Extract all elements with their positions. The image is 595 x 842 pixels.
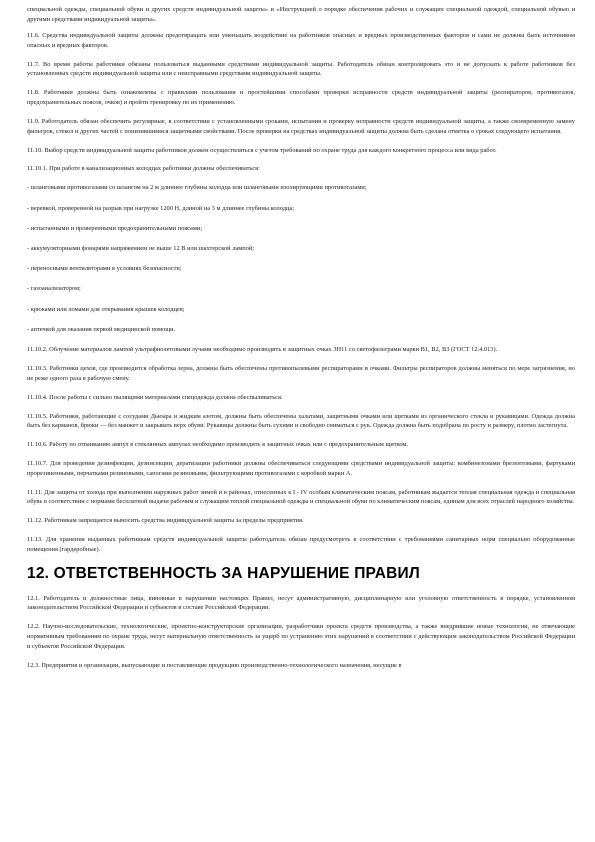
paragraph-11-8: 11.8. Работники должны быть ознакомлены с правилами пользования и простейшими способами проверки исправности средств индивидуальной защиты (респираторов, противогазов, предохранительных поясов, очков) и пройти тренировку по их применению. <box>27 89 575 106</box>
paragraph-11-10-1: 11.10.1. При работе в канализационных колодцах работники должны обеспечиваться: <box>27 165 260 173</box>
list-item: - испытанными и проверенными предохранительными поясами; <box>27 224 203 232</box>
paragraph-continuation: специальной одежды, специальной обуви и других средств индивидуальной защиты» и «Инструкцией о порядке обеспечения рабочих и служащих специальной одеждой, специальной обувью и другими средствами индивидуальной защиты». <box>27 6 575 23</box>
section-heading: 12. ОТВЕТСТВЕННОСТЬ ЗА НАРУШЕНИЕ ПРАВИЛ <box>27 564 420 582</box>
list-item: - переносными вентиляторами в условиях безопасности; <box>27 265 182 273</box>
paragraph-11-10: 11.10. Выбор средств индивидуальной защиты работников должен осуществляться с учетом требований по охране труда для каждого конкретного процесса или вида работ. <box>27 146 497 154</box>
paragraph-11-9: 11.9. Работодатель обязан обеспечить регулярные, в соответствии с установленными сроками, испытания и проверку исправности средств индивидуальной защиты, а также своевременную замену фильтров, стекол и других частей с понизившимися защитными свойствами. После проверки на средствах индивидуальной защиты должна быть сделана отметка о сроках следующего испытания. <box>27 117 575 135</box>
list-item: - аптечкой для оказания первой медицинской помощи. <box>27 325 176 333</box>
paragraph-11-6: 11.6. Средства индивидуальной защиты должны предотвращать или уменьшать воздействие на работников опасных и вредных производственных факторов и сами не должны быть источником опасных и вредных факторов. <box>27 32 575 49</box>
paragraph-11-10-6: 11.10.6. Работу по отпаиванию ампул в стеклянных ампулах необходимо производить в защитных очках или с предохранительным щитком. <box>27 441 409 449</box>
paragraph-11-12: 11.12. Работникам запрещается выносить средства индивидуальной защиты за пределы предприятия. <box>27 517 304 525</box>
paragraph-11-7: 11.7. Во время работы работники обязаны пользоваться выданными средствами индивидуальной защиты. Работодатель обязан контролировать это и не допускать к работе работников без установленных средств индивидуальной защиты или с неисправными средствами индивидуальной защиты. <box>27 60 575 78</box>
paragraph-12-1: 12.1. Работодатель и должностные лица, виновные в нарушении настоящих Правил, несут административную, дисциплинарную или уголовную ответственность в порядке, установленном законодательством Российской Федерации и субъектов в составе Российской Федерации. <box>27 594 575 612</box>
list-item: - веревкой, проверенной на разрыв при нагрузке 1200 Н, длиной на 3 м длиннее глубины колодца; <box>27 204 295 212</box>
list-item: - крюками или ломами для открывания крышек колодцев; <box>27 305 185 313</box>
paragraph-11-13: 11.13. Для хранения выданных работникам средств индивидуальной защиты работодатель обязан предусмотреть в соответствии с требованиями санитарных норм специально оборудованные помещения (гардеробные). <box>27 536 575 553</box>
list-item: - шланговыми противогазами со шлангом на 2 м длиннее глубины колодца или шланговыми изолирующими противогазами; <box>27 184 367 192</box>
paragraph-12-3: 12.3. Предприятия и организации, выпускающие и поставляющие продукцию производственно-технологического назначения, несущие в <box>27 661 402 669</box>
list-item: - газоанализатором; <box>27 285 81 293</box>
paragraph-11-10-3: 11.10.3. Работники цехов, где производится обработка зерна, должны быть обеспечены противопылевыми респираторами и очками. Фильтры респираторов должны меняться по мере загрязнения, но не реже одного раза в рабочую смену. <box>27 364 575 382</box>
paragraph-11-10-2: 11.10.2. Облучение материалов лампой ультрафиолетовыми лучами необходимо производить в защитных очках ЗН11 со светофильтрами марки В1, В2, В3 (ГОСТ 12.4.013). <box>27 345 498 353</box>
paragraph-11-11: 11.11. Для защиты от холода при выполнении наружных работ зимой и в районах, отнесенных к I - IV особым климатическим поясам, работникам выдается теплая специальная одежда и специальная обувь в соответствии с нормами бесплатной выдачи рабочим и служащим теплой специальной одежды и специальной обуви по климатическим поясам, единым для всех отраслей народного хозяйства. <box>27 488 575 506</box>
document-body <box>27 5 575 680</box>
paragraph-12-2: 12.2. Научно-исследовательские, технологические, проектно-конструкторские организации, разработчики проекта средств производства, а также внедрившие новые технологии, не отвечающие нормативным требованиям по охране труда, несут материальную ответственность за ущерб по устранению этих нарушений в соответствии с действующим законодательством Российской Федерации и субъектов Российской Федерации. <box>27 623 575 650</box>
paragraph-11-10-5: 11.10.5. Работники, работающие с сосудами Дьюара и жидким азотом, должны быть обеспечены халатами, защитными очками или щитками из органического стекла и рукавицами. Одежда должна быть без карманов, брюки — без манжет и закрывать верх обуви. Рукавицы должны быть сухими и свободно сниматься с рук. Одежда должна быть подобрана по росту и размеру, плотно застегнута. <box>27 412 575 430</box>
paragraph-11-10-4: 11.10.4. После работы с сильно пылящими материалами спецодежда должна обеспыливаться. <box>27 393 283 401</box>
list-item: - аккумуляторными фонарями напряжением не выше 12 В или шахтерской лампой; <box>27 245 255 253</box>
paragraph-11-10-7: 11.10.7. Для проведения дезинфекции, дезинсекции, дератизации работники должны обеспечиваться следующими средствами индивидуальной защиты: комбинезонами брезентовыми, фартуками прорезиненными, перчатками резиновыми, сапогами резиновыми, фильтрующими противогазами с коробкой марки А. <box>27 460 575 477</box>
